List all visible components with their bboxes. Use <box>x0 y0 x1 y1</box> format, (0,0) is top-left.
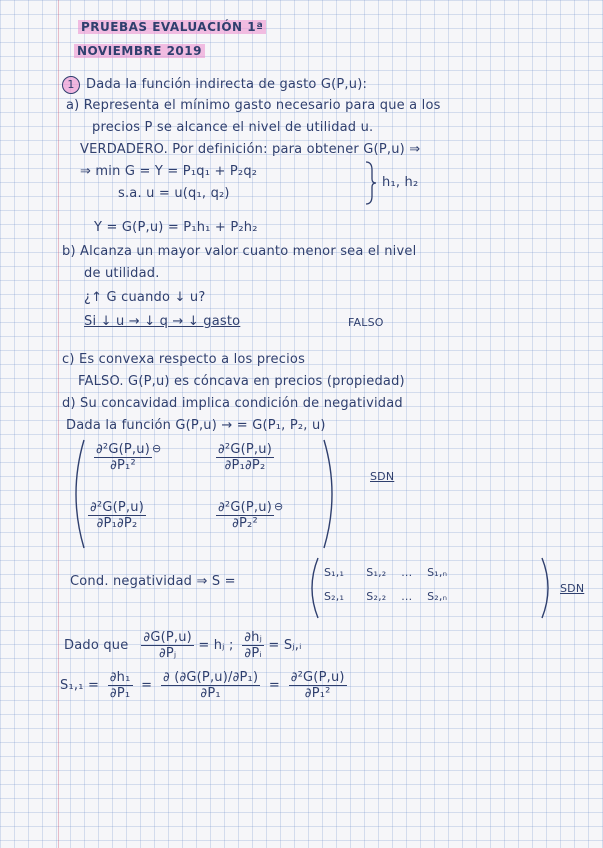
s-row-2: S₂,₁ S₂,₂ ... S₂,ₙ <box>324 590 448 603</box>
d-line2: Dada la función G(P,u) → = G(P₁, P₂, u) <box>66 418 326 433</box>
question-1: 1 Dada la función indirecta de gasto G(P,u): <box>62 76 367 94</box>
matrix-right-paren <box>322 438 342 550</box>
b-line4: Si ↓ u → ↓ q → ↓ gasto <box>84 314 241 329</box>
margin-line <box>58 0 59 848</box>
b-line3: ¿↑ G cuando ↓ u? <box>84 290 206 305</box>
a-line1: a) Representa el mínimo gasto necesario para que a los <box>66 98 441 113</box>
b-line1: b) Alcanza un mayor valor cuanto menor sea el nivel <box>62 244 417 259</box>
matrix-left-paren <box>66 438 86 550</box>
right-brace <box>364 160 378 206</box>
page-date: NOVIEMBRE 2019 <box>74 44 205 58</box>
a-min-line: ⇒ min G = Y = P₁q₁ + P₂q₂ <box>80 164 258 179</box>
a-line2: precios P se alcance el nivel de utilidad u. <box>92 120 374 135</box>
sdn-label-2: SDN <box>560 582 585 595</box>
hessian-11: $\frac{\text{∂²G(P,u)}}{\text{∂P₁²}}$ ⊖ <box>96 442 162 473</box>
a-st-line: s.a. u = u(q₁, q₂) <box>118 186 230 201</box>
c-line2: FALSO. G(P,u) es cóncava en precios (propiedad) <box>78 374 405 389</box>
hessian-21: $\frac{\text{∂²G(P,u)}}{\text{∂P₁∂P₂}}$ <box>90 500 144 531</box>
cond-label: Cond. negatividad ⇒ S = <box>70 574 236 589</box>
a-result: Y = G(P,u) = P₁h₁ + P₂h₂ <box>94 220 258 235</box>
hessian-12: $\frac{\text{∂²G(P,u)}}{\text{∂P₁∂P₂}}$ <box>218 442 272 473</box>
s-matrix-left-paren <box>304 556 320 620</box>
sdn-label-1: SDN <box>370 470 395 483</box>
h-vars: h₁, h₂ <box>382 175 419 190</box>
c-line1: c) Es convexa respecto a los precios <box>62 352 306 367</box>
b-verdict: FALSO <box>348 316 384 329</box>
question-number: 1 <box>62 76 80 94</box>
s-row-1: S₁,₁ S₁,₂ ... S₁,ₙ <box>324 566 448 579</box>
s11-line: S₁,₁ = $\frac{\text{∂h₁}}{\text{∂P₁}}$ = $\frac{\text{∂ (∂G(P,u)/∂P₁)}}{\text{∂P₁}}$ = $\frac{\text{∂²G(P,u)}}{\text{∂P₁²}}$ <box>60 670 345 701</box>
page-title: PRUEBAS EVALUACIÓN 1ª <box>78 20 266 34</box>
dado-que-line: Dado que $\frac{\partial G(P,u)}{\text{∂Pⱼ}}$ = hⱼ ; $\frac{\text{∂hⱼ}}{\text{∂Pᵢ}}$ = Sⱼ,ᵢ <box>64 630 302 661</box>
s-matrix-right-paren <box>540 556 556 620</box>
d-line1: d) Su concavidad implica condición de negatividad <box>62 396 403 411</box>
b-line2: de utilidad. <box>84 266 160 281</box>
hessian-22: $\frac{\text{∂²G(P,u)}}{\text{∂P₂²}}$ ⊖ <box>218 500 284 531</box>
a-line3: VERDADERO. Por definición: para obtener G(P,u) ⇒ <box>80 142 421 157</box>
